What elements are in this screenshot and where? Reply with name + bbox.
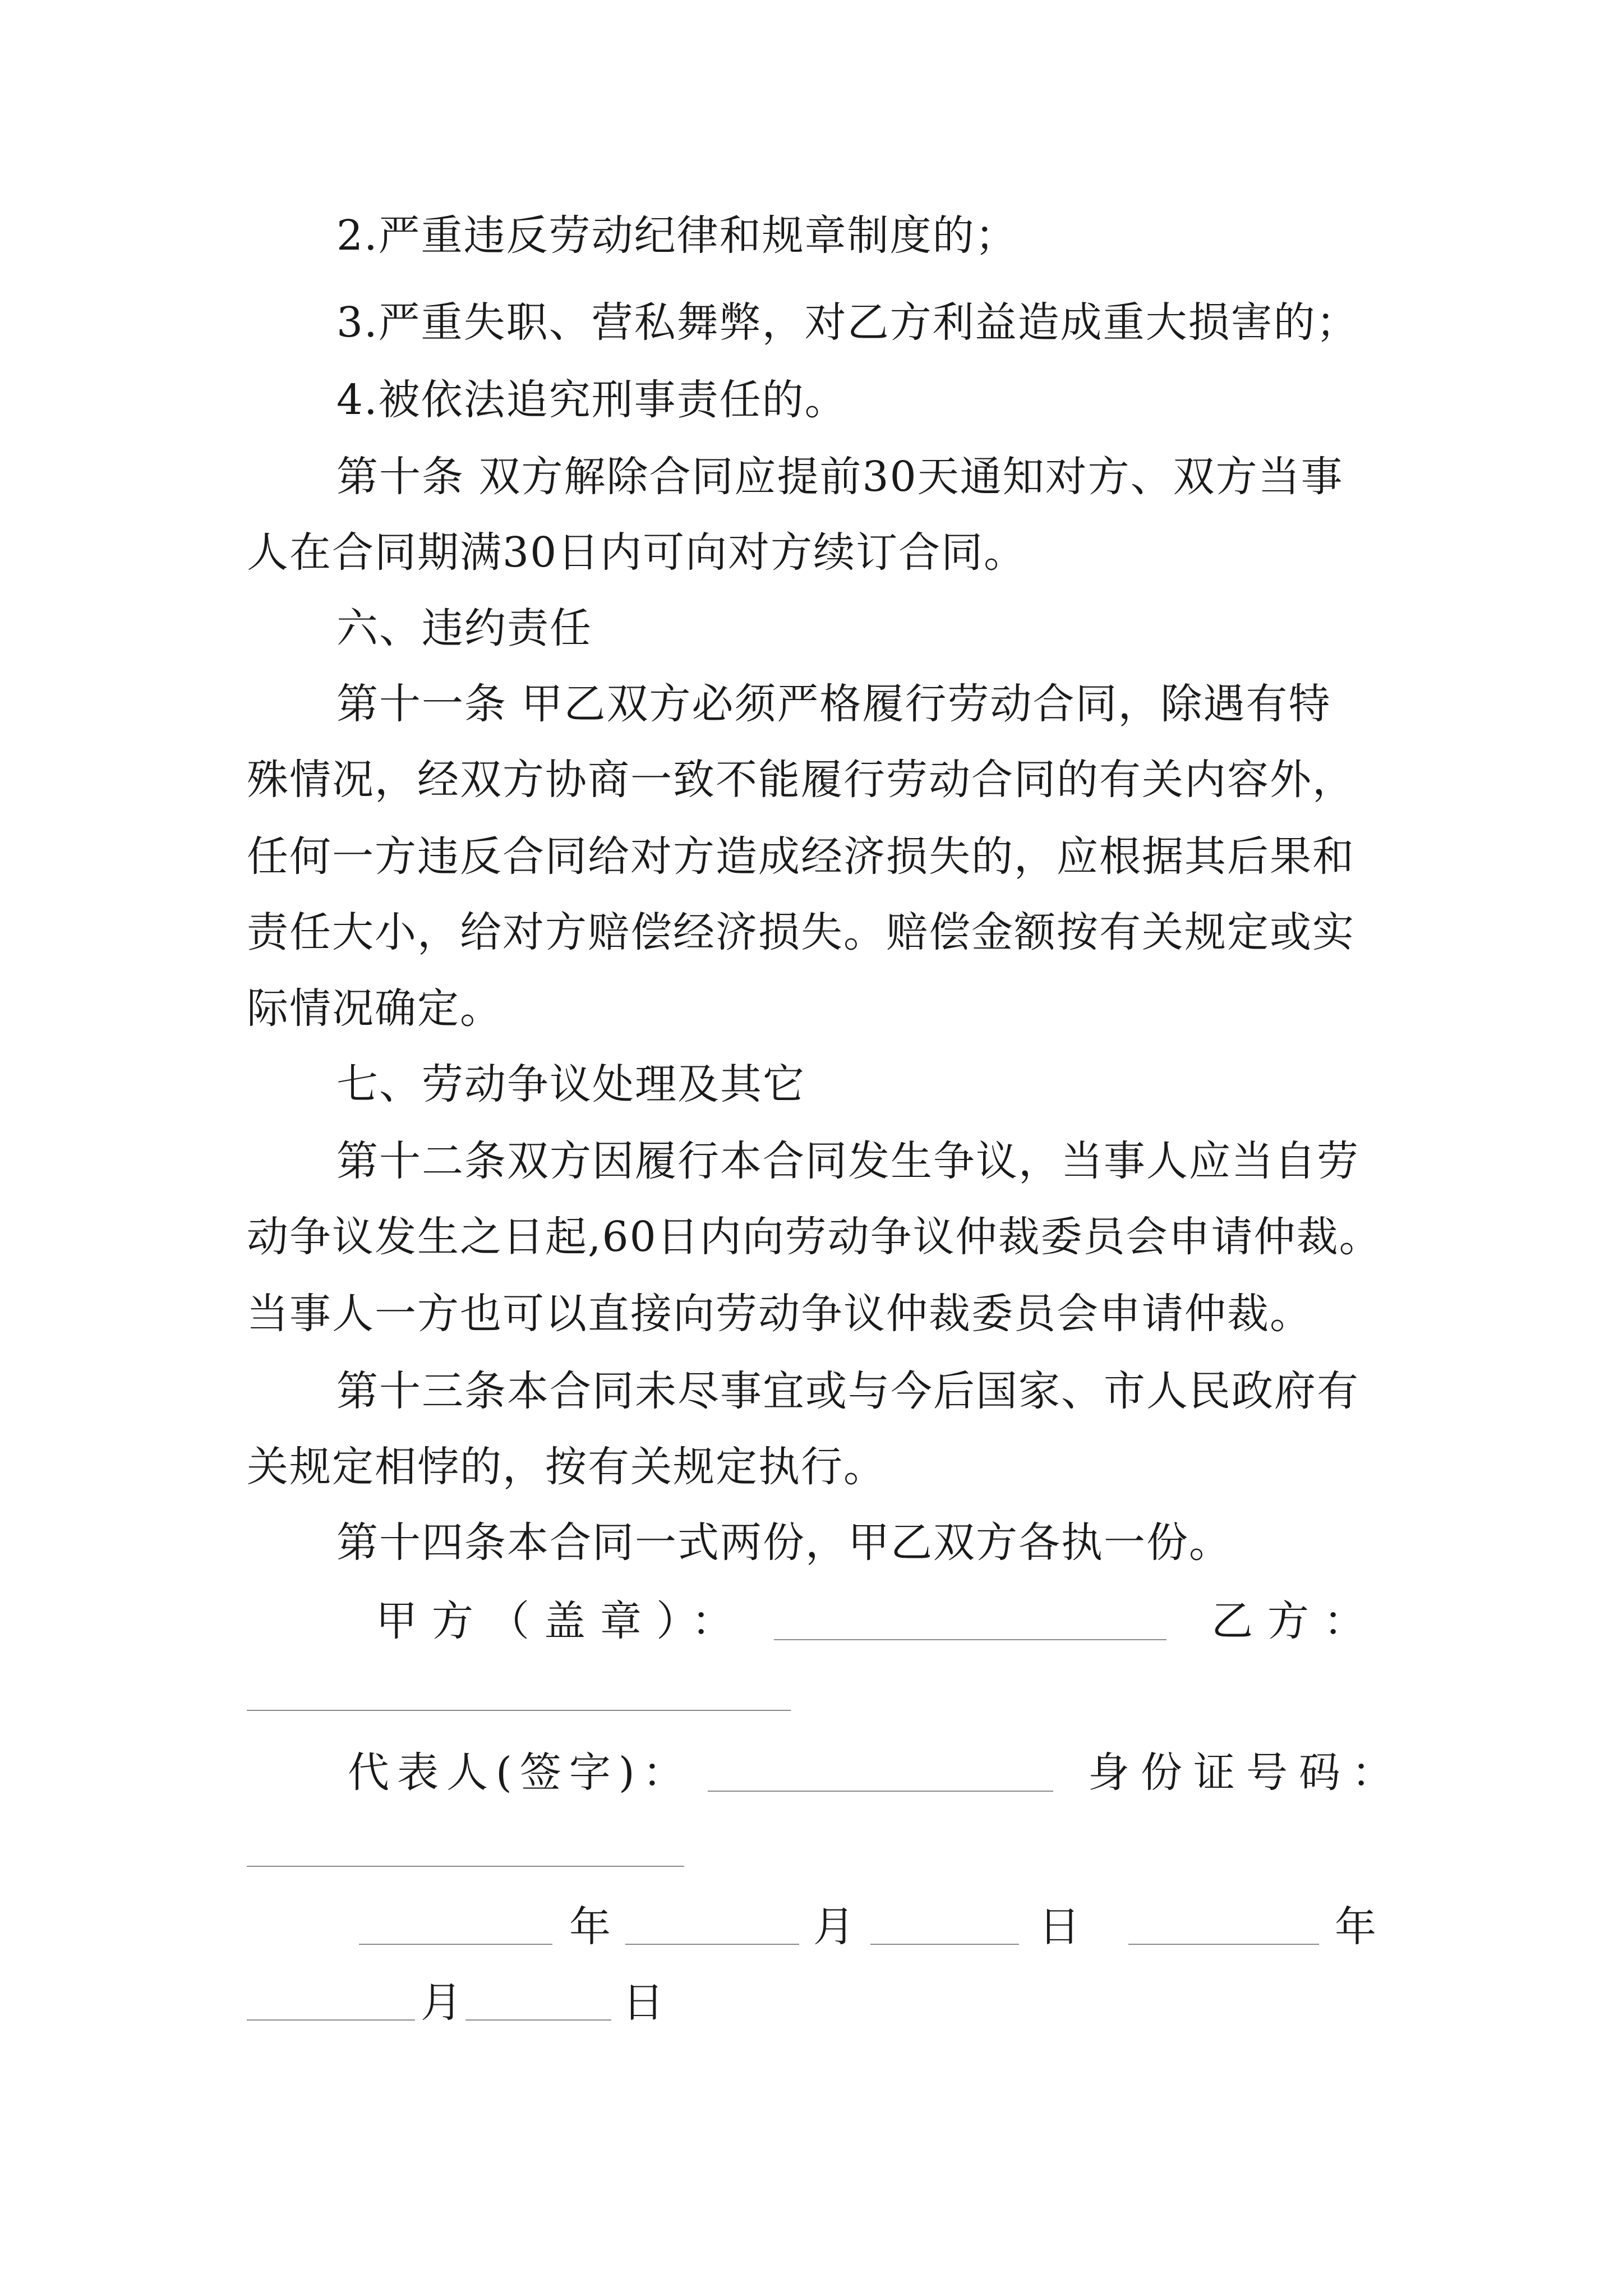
party-a-seal-blank <box>774 1639 1166 1640</box>
article-10-line-1: 第十条 双方解除合同应提前30天通知对方、双方当事 <box>336 453 1344 501</box>
article-12-line-2: 动争议发生之日起,60日内向劳动争议仲裁委员会申请仲裁。 <box>247 1213 1382 1261</box>
party-a-seal-label: 甲方（盖章）： <box>376 1597 748 1645</box>
date-a-month-blank <box>625 1944 799 1945</box>
article-13-line-2: 关规定相悖的，按有关规定执行。 <box>247 1443 886 1491</box>
date-b-month-label: 月 <box>421 1978 462 2027</box>
date-a-month-label: 月 <box>813 1903 855 1951</box>
article-13-line-1: 第十三条本合同未尽事宜或与今后国家、市人民政府有 <box>336 1367 1359 1415</box>
date-b-day-blank <box>465 2019 611 2021</box>
article-11-line-2: 殊情况，经双方协商一致不能履行劳动合同的有关内容外， <box>247 756 1355 804</box>
article-11-line-4: 责任大小，给对方赔偿经济损失。赔偿金额按有关规定或实 <box>247 908 1355 956</box>
id-number-label: 身份证号码： <box>1088 1749 1404 1797</box>
article-12-line-3: 当事人一方也可以直接向劳动争议仲裁委员会申请仲裁。 <box>247 1290 1312 1338</box>
date-a-year-label: 年 <box>569 1903 611 1951</box>
date-b-day-label: 日 <box>623 1978 664 2027</box>
party-b-label: 乙方： <box>1211 1597 1380 1645</box>
article-11-line-1: 第十一条 甲乙双方必须严格履行劳动合同，除遇有特 <box>336 680 1331 728</box>
article-14: 第十四条本合同一式两份，甲乙双方各执一份。 <box>336 1519 1232 1567</box>
article-11-line-5: 际情况确定。 <box>247 984 502 1033</box>
party-b-blank <box>247 1710 791 1711</box>
date-a-day-label: 日 <box>1039 1903 1080 1951</box>
clause-item-3: 3.严重失职、营私舞弊，对乙方利益造成重大损害的； <box>336 298 1359 347</box>
date-b-year-label: 年 <box>1335 1903 1376 1951</box>
article-11-line-3: 任何一方违反合同给对方造成经济损失的，应根据其后果和 <box>247 832 1355 881</box>
representative-label: 代表人(签字)： <box>348 1749 692 1797</box>
section-heading-disputes: 七、劳动争议处理及其它 <box>336 1060 805 1108</box>
clause-item-4: 4.被依法追究刑事责任的。 <box>336 376 847 424</box>
date-a-day-blank <box>870 1944 1019 1945</box>
representative-blank <box>708 1791 1053 1792</box>
date-b-month-blank <box>247 2019 415 2021</box>
article-10-line-2: 人在合同期满30日内可向对方续订合同。 <box>247 528 1027 577</box>
section-heading-liability: 六、违约责任 <box>336 604 592 652</box>
clause-item-2: 2.严重违反劳动纪律和规章制度的； <box>336 211 1018 260</box>
date-a-year-blank <box>359 1944 552 1945</box>
id-number-blank <box>247 1866 684 1867</box>
date-b-year-blank <box>1128 1944 1319 1945</box>
article-12-line-1: 第十二条双方因履行本合同发生争议，当事人应当自劳 <box>336 1137 1359 1185</box>
